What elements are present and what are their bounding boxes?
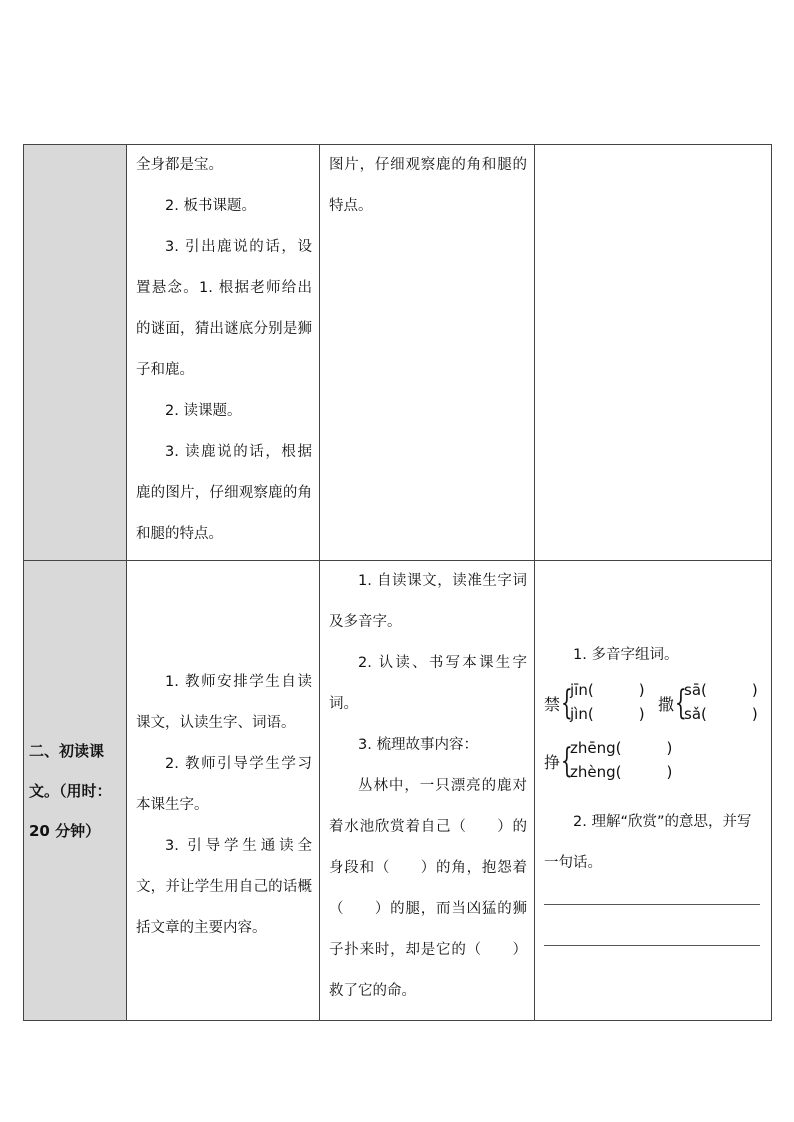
pinyin-blank: jīn( ) (570, 681, 645, 699)
student-text: 1. 自读课文，读准生字词及多音字。 (329, 573, 527, 630)
polyphone-char: 撒 (658, 695, 675, 714)
teacher-text: 2. 读课题。 (165, 403, 242, 419)
stage-title-line: 二、初读课 (29, 741, 105, 760)
teacher-activity-cell (127, 561, 320, 1021)
stage-cell (24, 561, 127, 1021)
exercise-cell (535, 145, 772, 561)
student-text: 图片，仔细观察鹿的角和腿的特点。 (329, 157, 527, 214)
student-activity-cell (320, 561, 535, 1021)
polyphone-char: 禁 (544, 695, 561, 714)
table-row (24, 145, 772, 561)
polyphone-group (544, 734, 764, 792)
stage-title (24, 731, 126, 851)
brace-icon: { (674, 683, 687, 723)
stage-title-line: 文。（用时： (29, 781, 112, 800)
exercise-question: 2. 理解“欣赏”的意思，并写一句话。 (544, 814, 752, 871)
lesson-plan-table (23, 144, 772, 1021)
teacher-text: 3. 引出鹿说的话，设置悬念。1. 根据老师给出的谜面，猜出谜底分别是狮子和鹿。 (136, 239, 312, 378)
brace-icon: { (560, 683, 573, 723)
stage-title-line: 20 分钟） (29, 821, 101, 840)
pinyin-blank: sǎ( ) (684, 705, 758, 723)
polyphone-group (544, 676, 764, 734)
teacher-text: 全身都是宝。 (136, 157, 223, 173)
pinyin-blank: zhēng( ) (570, 739, 673, 757)
teacher-text: 2. 板书课题。 (165, 198, 256, 214)
student-text: 3. 梳理故事内容： (358, 737, 478, 753)
pinyin-blank: jìn( ) (570, 705, 645, 723)
answer-line[interactable] (544, 945, 760, 946)
teacher-text: 1. 教师安排学生自读课文，认读生字、词语。 (136, 674, 312, 731)
polyphone-char: 挣 (544, 753, 561, 772)
answer-line[interactable] (544, 904, 760, 905)
student-text: 丛林中，一只漂亮的鹿对着水池欣赏着自己（ ）的身段和（ ）的角，抱怨着（ ）的腿，而当凶猛的狮子扑来时，却是它的（ ）救了它的命。 (329, 778, 527, 999)
exercise-question: 1. 多音字组词。 (573, 647, 679, 663)
teacher-text: 2. 教师引导学生学习本课生字。 (136, 756, 312, 813)
table-row (24, 561, 772, 1021)
exercise-cell (535, 561, 772, 1021)
teacher-text: 3. 引导学生通读全文，并让学生用自己的话概括文章的主要内容。 (136, 838, 312, 936)
brace-icon: { (560, 741, 573, 781)
pinyin-blank: zhèng( ) (570, 763, 673, 781)
teacher-text: 3. 读鹿说的话，根据鹿的图片，仔细观察鹿的角和腿的特点。 (136, 444, 312, 542)
stage-cell (24, 145, 127, 561)
teacher-activity-cell (127, 145, 320, 561)
pinyin-blank: sā( ) (684, 681, 758, 699)
student-activity-cell (320, 145, 535, 561)
student-text: 2. 认读、书写本课生字词。 (329, 655, 527, 712)
